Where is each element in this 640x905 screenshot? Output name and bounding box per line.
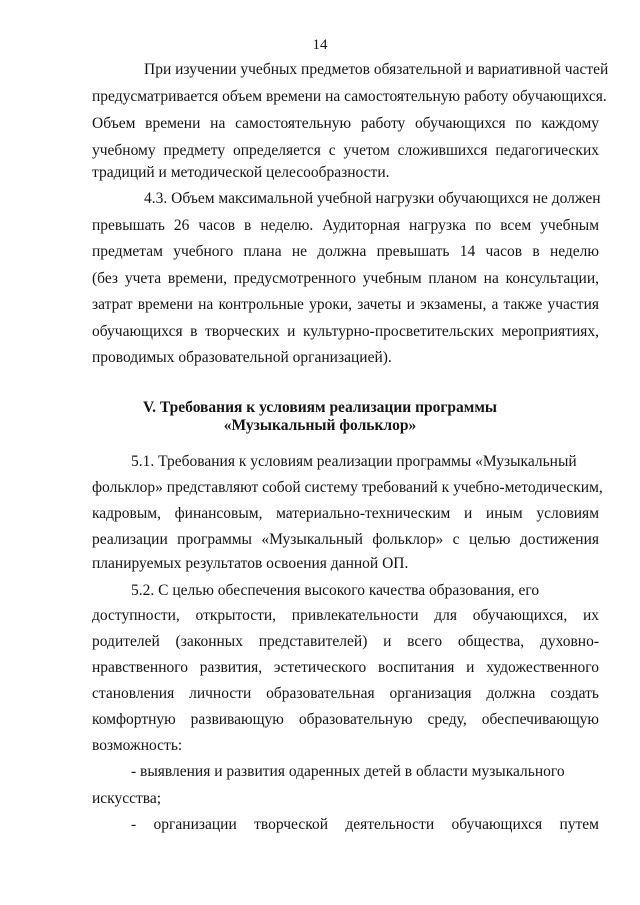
paragraph-line: проводимых образовательной организацией). <box>92 349 392 366</box>
paragraph-line: доступности, открытости, привлекательности для обучающихся, их <box>92 607 599 624</box>
paragraph-line: традиций и методической целесообразности. <box>92 164 390 181</box>
paragraph-line: реализации программы «Музыкальный фольклор» с целью достижения <box>92 531 599 548</box>
paragraph-line: нравственного развития, эстетического воспитания и художественного <box>92 659 599 676</box>
paragraph-line: 4.3. Объем максимальной учебной нагрузки обучающихся не должен <box>144 190 601 207</box>
page-number: 14 <box>312 37 328 53</box>
paragraph-line: При изучении учебных предметов обязательной и вариативной частей <box>144 61 609 78</box>
paragraph-line: превышать 26 часов в неделю. Аудиторная нагрузка по всем учебным <box>92 217 599 234</box>
paragraph-line: комфортную развивающую образовательную среду, обеспечивающую <box>92 711 599 728</box>
paragraph-line: планируемых результатов освоения данной ОП. <box>92 555 409 572</box>
paragraph-line: 5.1. Требования к условиям реализации программы «Музыкальный <box>131 453 577 470</box>
bullet-item: искусства; <box>92 790 162 807</box>
paragraph-line: возможность: <box>92 737 183 754</box>
bullet-item: - выявления и развития одаренных детей в области музыкального <box>131 763 565 780</box>
paragraph-line: предусматривается объем времени на самостоятельную работу обучающихся. <box>92 88 607 105</box>
paragraph-line: 5.2. С целью обеспечения высокого качества образования, его <box>131 582 540 599</box>
paragraph-line: предметам учебного плана не должна превышать 14 часов в неделю <box>92 243 599 260</box>
paragraph-line: становления личности образовательная организация должна создать <box>92 685 599 702</box>
paragraph-line: обучающихся в творческих и культурно-просветительских мероприятиях, <box>92 323 599 340</box>
paragraph-line: учебному предмету определяется с учетом сложившихся педагогических <box>92 142 599 159</box>
paragraph-line: затрат времени на контрольные уроки, зачеты и экзамены, а также участия <box>92 296 599 313</box>
paragraph-line: кадровым, финансовым, материально-техническим и иным условиям <box>92 505 599 522</box>
paragraph-line: родителей (законных представителей) и всего общества, духовно- <box>92 633 599 650</box>
section-heading: V. Требования к условиям реализации программы <box>142 399 498 416</box>
section-heading: «Музыкальный фольклор» <box>223 417 417 434</box>
bullet-item: - организации творческой деятельности обучающихся путем <box>131 816 599 833</box>
paragraph-line: фольклор» представляют собой систему требований к учебно-методическим, <box>92 479 603 496</box>
paragraph-line: Объем времени на самостоятельную работу обучающихся по каждому <box>92 115 599 132</box>
paragraph-line: (без учета времени, предусмотренного учебным планом на консультации, <box>92 270 599 287</box>
